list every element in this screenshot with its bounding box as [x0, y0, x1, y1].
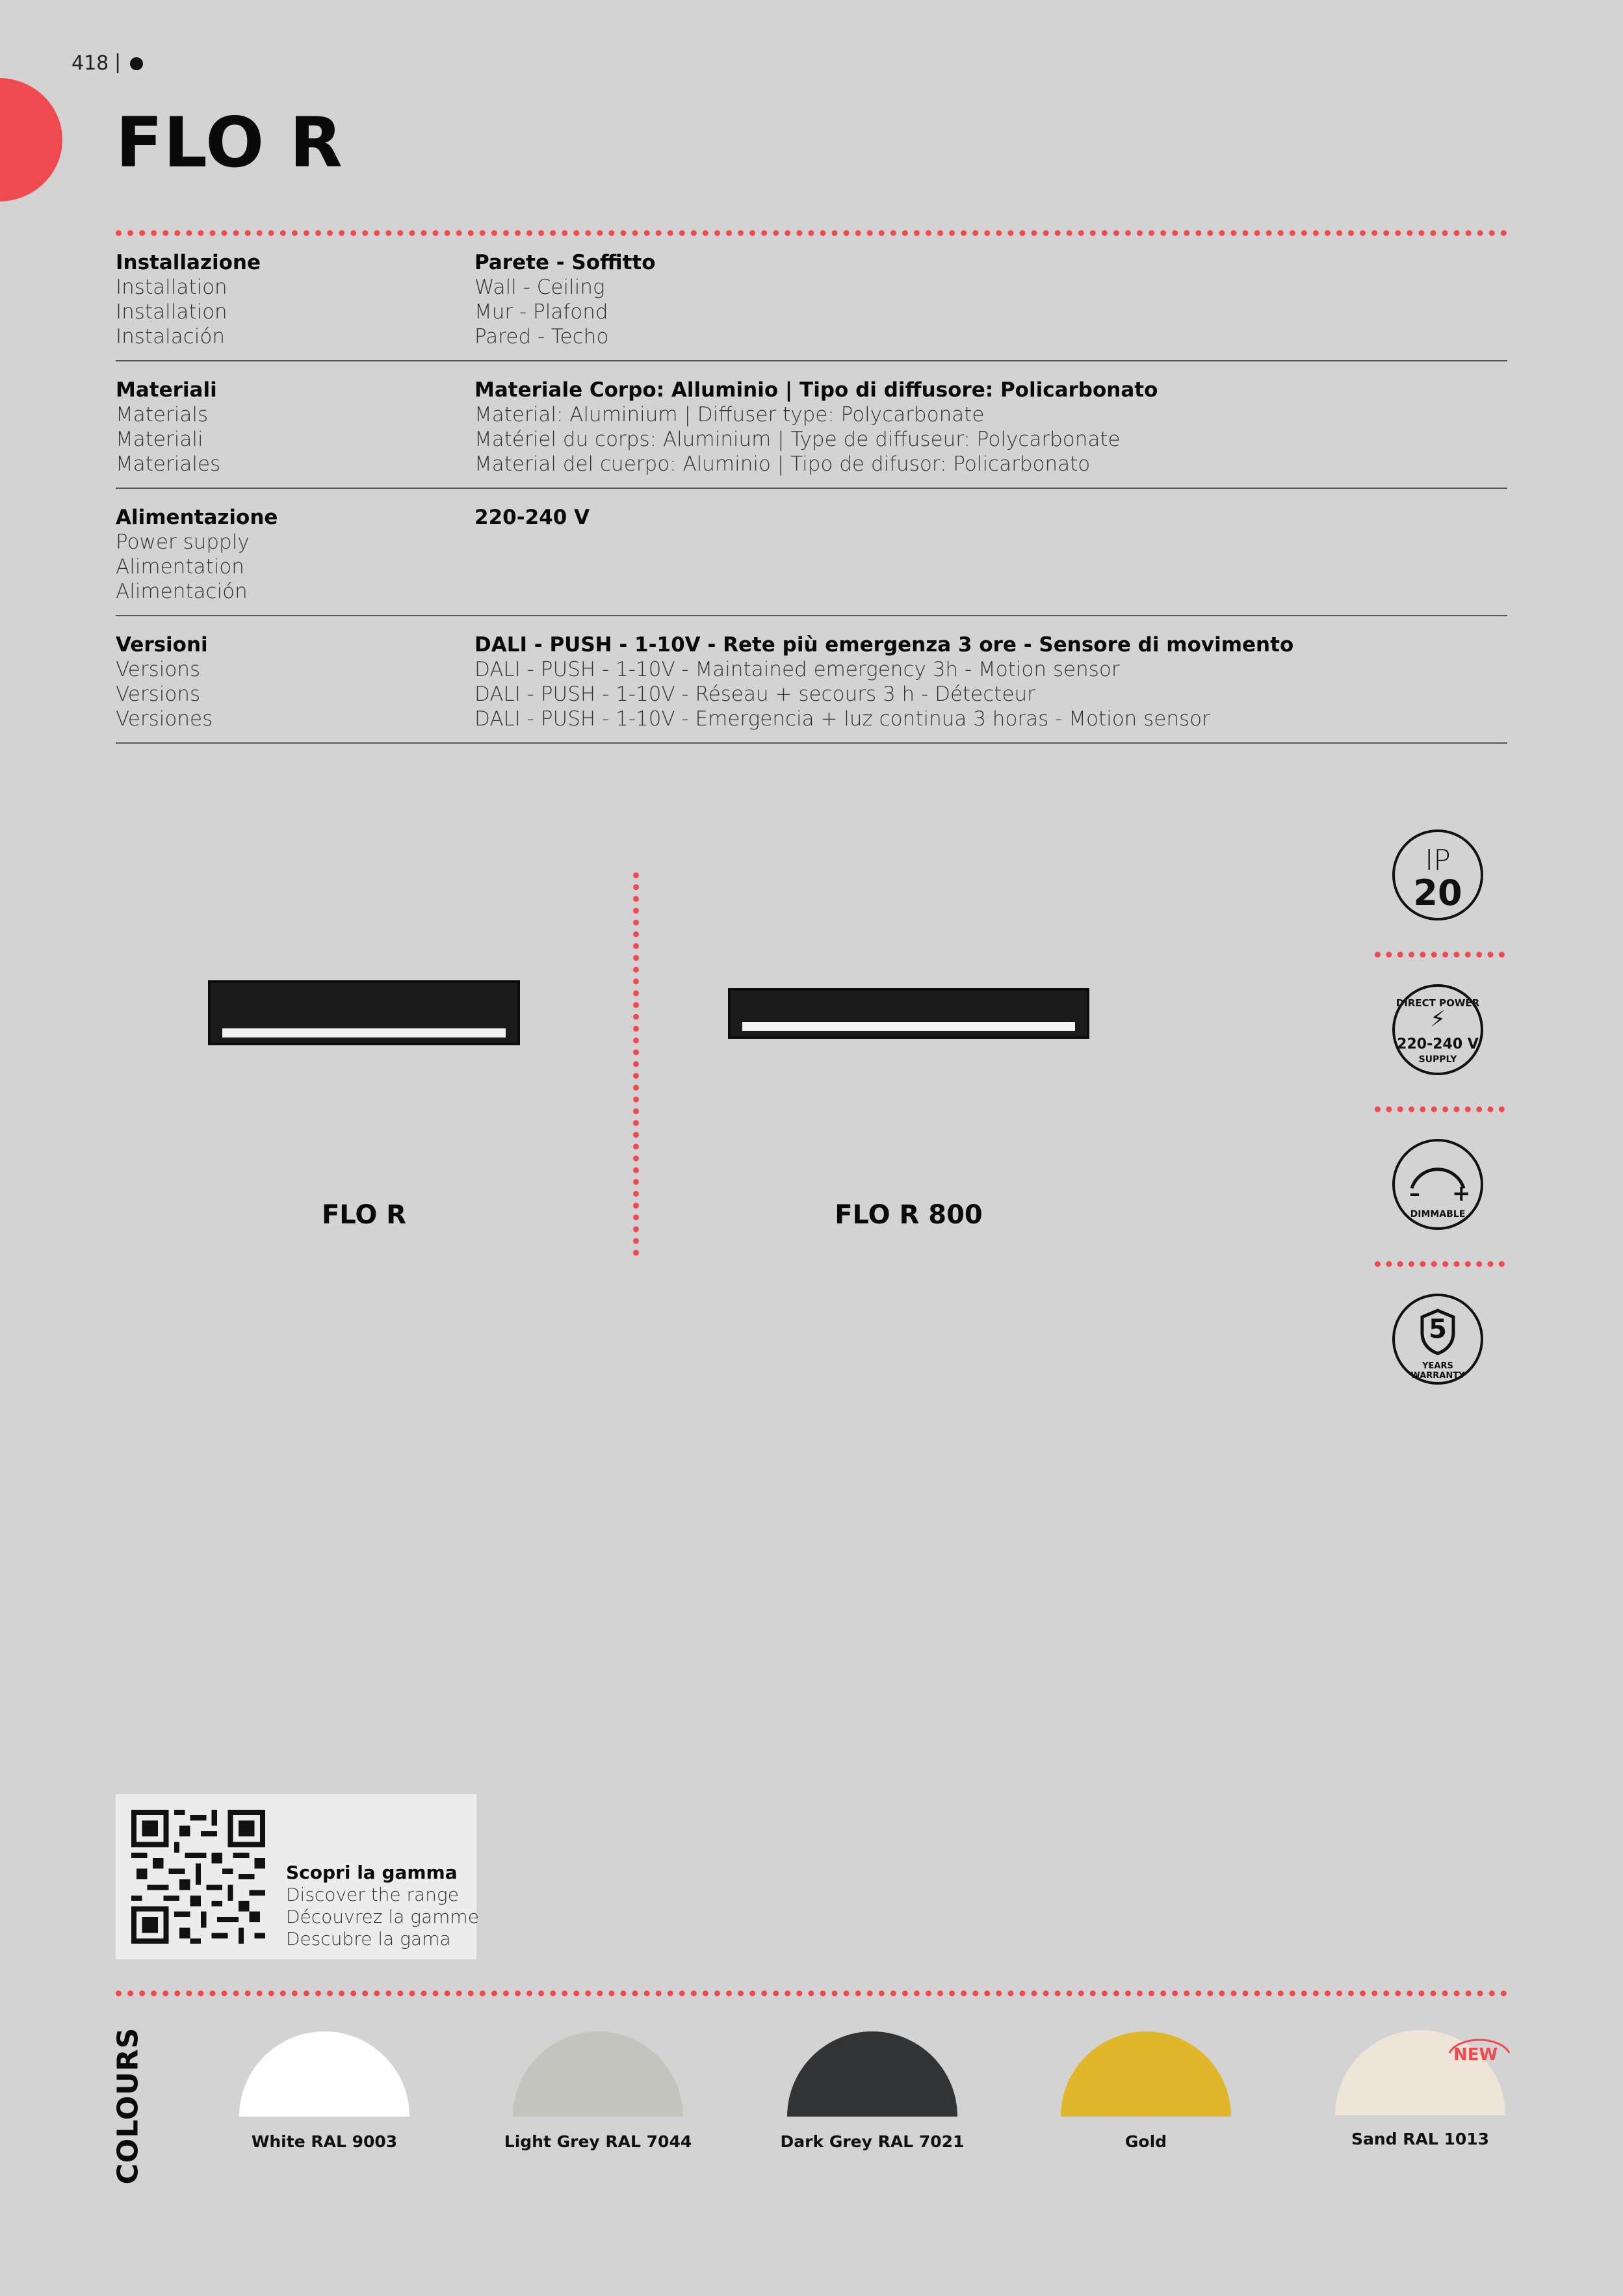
qr-line-en: Discover the range	[286, 1884, 459, 1905]
page-title: FLO R	[116, 103, 343, 183]
page-number: 418	[71, 52, 109, 75]
warranty-label: YEARS WARRANTY	[1410, 1361, 1465, 1381]
warranty-years: 5	[1429, 1314, 1447, 1344]
ip-rating-badge	[1392, 829, 1483, 920]
product-image-flo-r-800	[728, 988, 1089, 1039]
spec-value-en: Material: Aluminium | Diffuser type: Polycarbonate	[474, 403, 985, 426]
dotted-divider-vertical	[633, 872, 639, 1256]
spec-value	[474, 633, 1507, 731]
spec-label	[116, 250, 474, 349]
spec-value	[474, 505, 1507, 604]
dotted-divider-badges-2	[1375, 1106, 1505, 1112]
spec-label-it: Versioni	[116, 633, 208, 657]
product-diffuser	[742, 1022, 1075, 1031]
dotted-divider-bottom	[116, 1990, 1507, 1996]
dimmer-minus: –	[1409, 1181, 1420, 1207]
dimmable-label: DIMMABLE	[1410, 1209, 1466, 1220]
ip-label: IP	[1425, 844, 1451, 877]
product-name-flo-r-800: FLO R 800	[835, 1200, 983, 1230]
new-arc-icon	[1447, 2035, 1512, 2054]
spec-label-fr: Alimentation	[116, 555, 244, 579]
colour-label-gold: Gold	[1124, 2132, 1167, 2151]
spec-value-it: Parete - Soffitto	[474, 251, 656, 274]
qr-line-it: Scopri la gamma	[286, 1862, 458, 1883]
power-bottom-label: SUPPLY	[1418, 1054, 1457, 1065]
spec-label-fr: Installation	[116, 300, 227, 324]
qr-line-fr: Découvrez la gamme	[286, 1906, 479, 1927]
spec-label-it: Alimentazione	[116, 506, 278, 529]
spec-row-materials	[116, 374, 1507, 489]
spec-value-it: 220-240 V	[474, 506, 590, 529]
dimmable-badge	[1392, 1139, 1483, 1230]
spec-label-it: Installazione	[116, 251, 261, 274]
new-badge: NEW	[1453, 2045, 1498, 2065]
dotted-divider-badges-1	[1375, 952, 1505, 958]
spec-label	[116, 505, 474, 604]
spec-label-es: Instalación	[116, 325, 225, 348]
spec-label-en: Power supply	[116, 530, 250, 554]
colours-label: COLOURS	[111, 2027, 145, 2185]
spec-value-fr: Mur - Plafond	[474, 300, 608, 324]
dotted-divider-badges-3	[1375, 1261, 1505, 1267]
colour-label-white: White RAL 9003	[251, 2132, 398, 2151]
spec-value-it: DALI - PUSH - 1-10V - Rete più emergenza 3 ore - Sensore di movimento	[474, 633, 1294, 657]
spec-label-en: Materials	[116, 403, 209, 426]
colour-swatch-white	[239, 2031, 409, 2117]
spec-value-it: Materiale Corpo: Alluminio | Tipo di diffusore: Policarbonato	[474, 378, 1158, 402]
spec-row-power-supply	[116, 502, 1507, 616]
direct-power-supply-badge	[1392, 984, 1483, 1075]
spec-value-en: DALI - PUSH - 1-10V - Maintained emergency 3h - Motion sensor	[474, 658, 1120, 681]
qr-text	[286, 1862, 479, 1950]
spec-label-it: Materiali	[116, 378, 217, 402]
spec-label-en: Installation	[116, 276, 227, 299]
spec-row-versions	[116, 629, 1507, 744]
page-dot-icon	[130, 57, 143, 70]
red-half-circle-decoration	[0, 78, 62, 202]
colour-swatch-light-grey	[513, 2031, 683, 2117]
qr-code-icon[interactable]	[131, 1810, 265, 1944]
spec-value-fr: DALI - PUSH - 1-10V - Réseau + secours 3 h - Détecteur	[474, 683, 1035, 706]
colour-swatch-gold	[1061, 2031, 1231, 2117]
spec-value-es: DALI - PUSH - 1-10V - Emergencia + luz continua 3 horas - Motion sensor	[474, 707, 1210, 731]
spec-value-es: Material del cuerpo: Aluminio | Tipo de difusor: Policarbonato	[474, 452, 1091, 476]
spec-label-fr: Materiali	[116, 428, 203, 451]
spec-value	[474, 250, 1507, 349]
qr-line-es: Descubre la gama	[286, 1928, 451, 1950]
colour-label-dark-grey: Dark Grey RAL 7021	[780, 2132, 965, 2151]
spec-value-fr: Matériel du corps: Aluminium | Type de diffuseur: Polycarbonate	[474, 428, 1121, 451]
product-name-flo-r: FLO R	[321, 1200, 407, 1230]
spec-table	[116, 247, 1507, 757]
spec-label-es: Materiales	[116, 452, 221, 476]
spec-value-es: Pared - Techo	[474, 325, 609, 348]
power-voltage: 220-240 V	[1397, 1036, 1479, 1052]
spec-label	[116, 378, 474, 476]
lightning-icon: ⚡	[1430, 1006, 1446, 1032]
spec-value	[474, 378, 1507, 476]
spec-value-en: Wall - Ceiling	[474, 276, 605, 299]
colour-label-sand: Sand RAL 1013	[1351, 2130, 1490, 2148]
spec-label-en: Versions	[116, 658, 201, 681]
spec-label-es: Versiones	[116, 707, 213, 731]
power-top-label: DIRECT POWER	[1396, 997, 1480, 1009]
ip-value: 20	[1413, 872, 1462, 913]
qr-range-card[interactable]	[116, 1794, 479, 1959]
spec-row-installation	[116, 247, 1507, 361]
colour-swatch-dark-grey	[787, 2031, 957, 2117]
spec-label-es: Alimentación	[116, 580, 248, 603]
page-number-separator: |	[114, 51, 122, 73]
dimmer-plus: +	[1452, 1181, 1471, 1207]
spec-label	[116, 633, 474, 731]
product-diffuser	[222, 1028, 506, 1037]
dotted-divider-top	[116, 230, 1507, 236]
product-image-flo-r	[208, 980, 520, 1045]
colour-label-light-grey: Light Grey RAL 7044	[504, 2132, 692, 2151]
warranty-badge	[1392, 1294, 1483, 1385]
spec-label-fr: Versions	[116, 683, 201, 706]
